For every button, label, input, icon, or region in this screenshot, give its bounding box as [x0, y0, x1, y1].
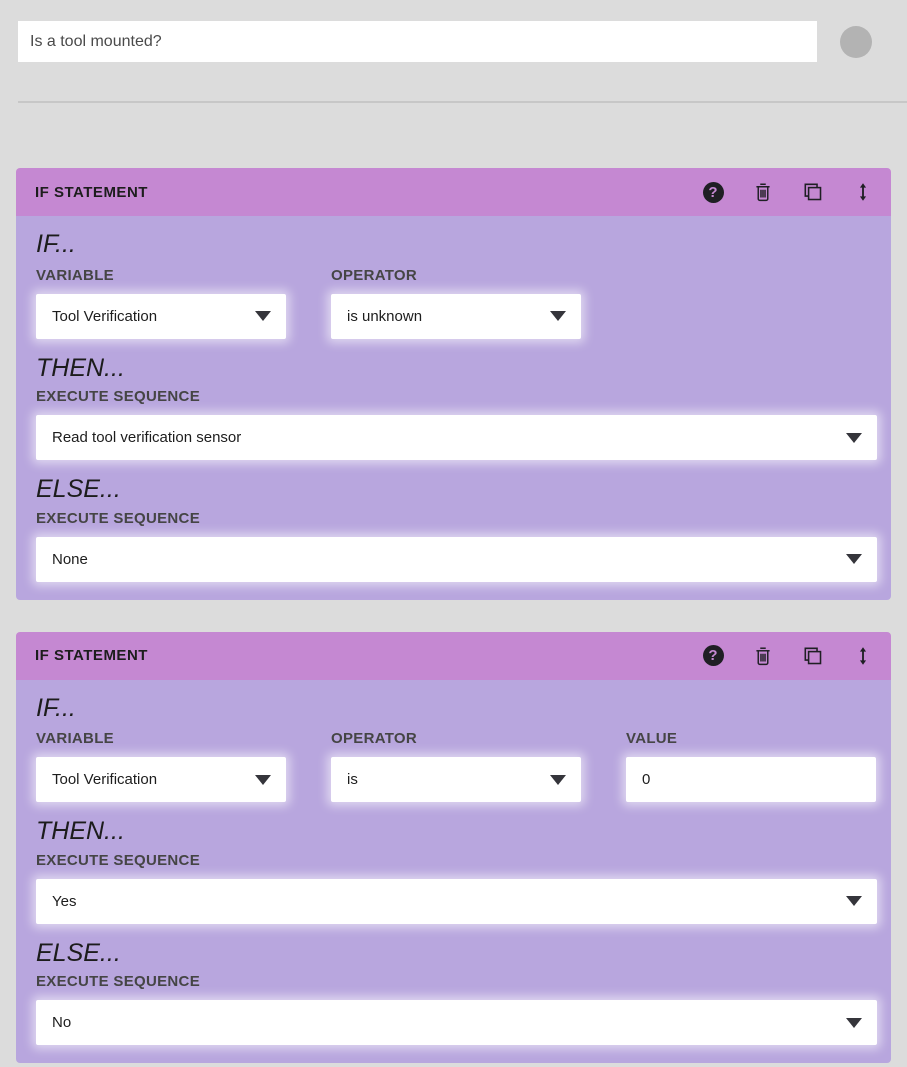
- copy-icon: [802, 181, 824, 203]
- card-title: IF STATEMENT: [35, 183, 148, 201]
- else-sequence-label: EXECUTE SEQUENCE: [36, 509, 200, 527]
- caret-down-icon: [255, 311, 271, 321]
- then-sequence-dropdown[interactable]: [36, 415, 877, 460]
- top-bar: [0, 0, 907, 62]
- operator-value: is unknown: [347, 307, 423, 325]
- help-button[interactable]: [701, 180, 725, 204]
- variable-label: VARIABLE: [36, 266, 114, 284]
- card-title: IF STATEMENT: [35, 647, 148, 664]
- then-sequence-value: Yes: [52, 892, 77, 910]
- then-sequence-label: EXECUTE SEQUENCE: [36, 388, 200, 405]
- card-header: [16, 632, 891, 680]
- then-sequence-label: EXECUTE SEQUENCE: [36, 851, 200, 869]
- move-vertical-icon: [853, 181, 873, 203]
- caret-down-icon: [846, 1018, 862, 1028]
- variable-dropdown[interactable]: [36, 294, 286, 339]
- then-sequence-dropdown[interactable]: [36, 879, 877, 924]
- help-icon: ?: [703, 645, 724, 666]
- delete-button[interactable]: [751, 180, 775, 204]
- operator-value: is: [347, 771, 358, 788]
- divider: [18, 101, 907, 103]
- move-button[interactable]: [851, 644, 875, 668]
- then-section-title: THEN...: [36, 817, 125, 845]
- caret-down-icon: [550, 775, 566, 785]
- duplicate-button[interactable]: [801, 644, 825, 668]
- else-sequence-label: EXECUTE SEQUENCE: [36, 973, 200, 990]
- status-indicator: [840, 26, 872, 58]
- value-label: VALUE: [626, 730, 678, 747]
- card-body: [16, 216, 891, 600]
- operator-label: OPERATOR: [331, 730, 418, 747]
- then-sequence-value: Read tool verification sensor: [52, 429, 242, 446]
- variable-value: Tool Verification: [52, 771, 158, 788]
- card-body: [16, 680, 891, 1064]
- else-sequence-dropdown[interactable]: [36, 537, 877, 582]
- caret-down-icon: [846, 896, 862, 906]
- if-statement-card-1: [16, 168, 891, 600]
- trash-icon: [752, 645, 774, 667]
- operator-label: OPERATOR: [331, 266, 418, 284]
- variable-label: VARIABLE: [36, 730, 114, 747]
- copy-icon: [802, 645, 824, 667]
- move-button[interactable]: [851, 180, 875, 204]
- card-header: [16, 168, 891, 216]
- caret-down-icon: [846, 554, 862, 564]
- else-section-title: ELSE...: [36, 475, 121, 503]
- variable-dropdown[interactable]: [36, 757, 286, 802]
- if-section-title: IF...: [36, 230, 76, 258]
- variable-value: Tool Verification: [52, 307, 158, 325]
- else-sequence-value: No: [52, 1014, 72, 1031]
- if-section-title: IF...: [36, 693, 76, 722]
- operator-dropdown[interactable]: [331, 294, 581, 339]
- delete-button[interactable]: [751, 644, 775, 668]
- help-icon: ?: [703, 182, 724, 203]
- caret-down-icon: [846, 433, 862, 443]
- else-sequence-value: None: [52, 550, 88, 568]
- caret-down-icon: [550, 311, 566, 321]
- else-section-title: ELSE...: [36, 938, 121, 967]
- operator-dropdown[interactable]: [331, 757, 581, 802]
- duplicate-button[interactable]: [801, 180, 825, 204]
- then-section-title: THEN...: [36, 353, 125, 382]
- caret-down-icon: [255, 775, 271, 785]
- trash-icon: [752, 181, 774, 203]
- if-statement-card-2: [16, 632, 891, 1064]
- step-name-input[interactable]: [18, 21, 817, 62]
- else-sequence-dropdown[interactable]: [36, 1000, 877, 1045]
- value-input[interactable]: [626, 757, 876, 802]
- move-vertical-icon: [853, 645, 873, 667]
- help-button[interactable]: [701, 644, 725, 668]
